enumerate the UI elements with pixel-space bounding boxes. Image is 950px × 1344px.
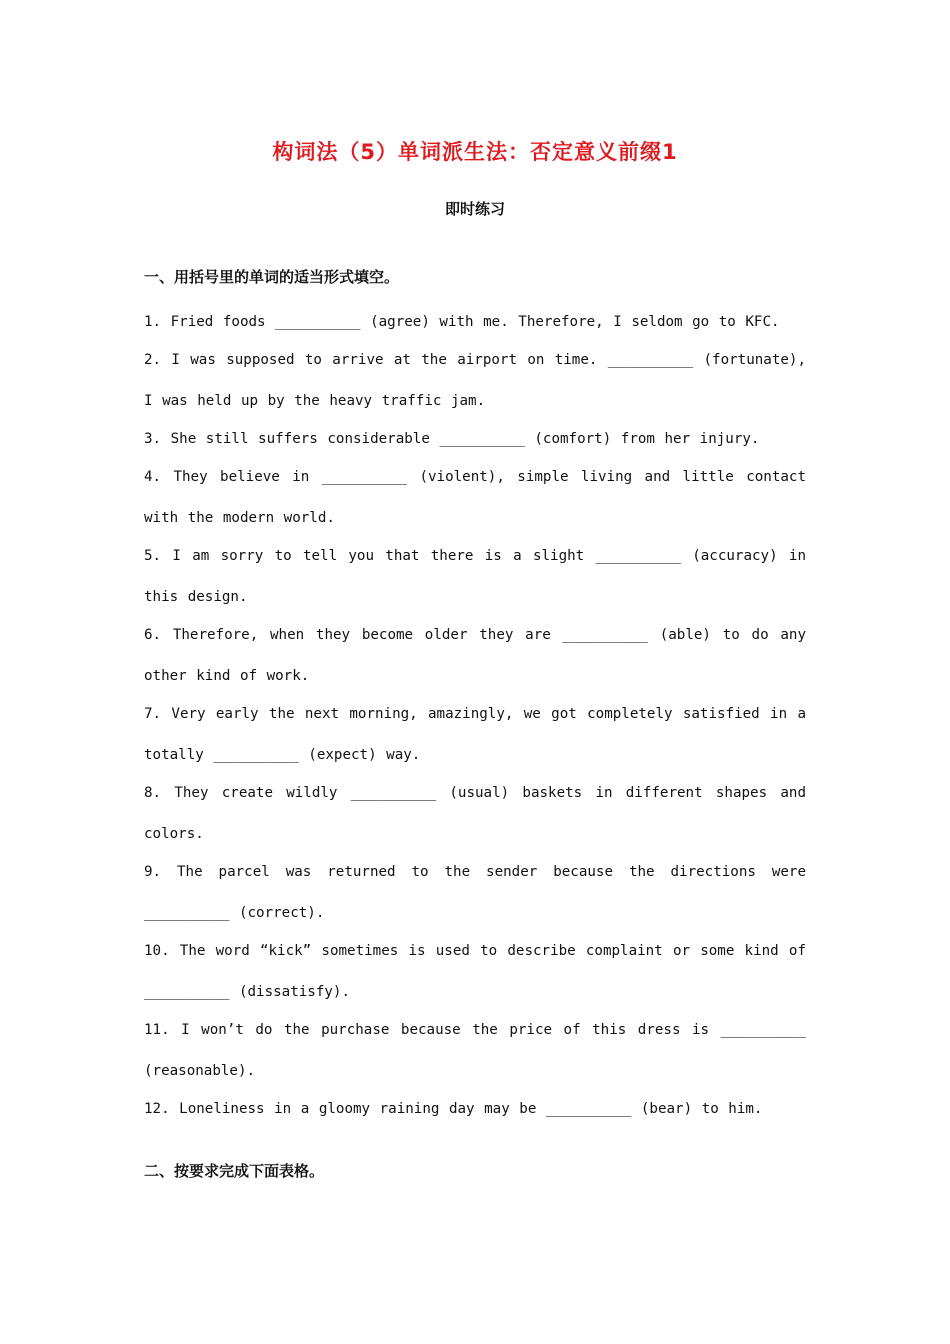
question-item: 11. I won’t do the purchase because the price of this dress is __________ (reasonable). <box>144 1022 806 1079</box>
section-2-heading: 二、按要求完成下面表格。 <box>144 1162 325 1180</box>
question-list <box>144 302 806 1127</box>
question-item: 8. They create wildly __________ (usual) baskets in different shapes and colors. <box>144 785 806 842</box>
question-item: 3. She still suffers considerable __________ (comfort) from her injury. <box>144 431 760 447</box>
question-item: 10. The word “kick” sometimes is used to describe complaint or some kind of __________ (dissatisfy). <box>144 943 806 1000</box>
question-item: 1. Fried foods __________ (agree) with me. Therefore, I seldom go to KFC. <box>144 314 780 330</box>
question-item: 7. Very early the next morning, amazingly, we got completely satisfied in a totally __________ (expect) way. <box>144 706 806 763</box>
question-item: 2. I was supposed to arrive at the airport on time. __________ (fortunate), I was held up by the heavy traffic jam. <box>144 352 806 409</box>
page-subtitle: 即时练习 <box>444 200 505 218</box>
question-item: 9. The parcel was returned to the sender because the directions were __________ (correct). <box>144 864 806 921</box>
question-item: 12. Loneliness in a gloomy raining day may be __________ (bear) to him. <box>144 1101 763 1117</box>
question-item: 5. I am sorry to tell you that there is a slight __________ (accuracy) in this design. <box>144 548 806 605</box>
page-title: 构词法（5）单词派生法：否定意义前缀1 <box>272 140 678 164</box>
question-item: 6. Therefore, when they become older they are __________ (able) to do any other kind of work. <box>144 627 806 684</box>
question-item: 4. They believe in __________ (violent), simple living and little contact with the modern world. <box>144 469 806 526</box>
section-1-heading: 一、用括号里的单词的适当形式填空。 <box>144 268 400 286</box>
